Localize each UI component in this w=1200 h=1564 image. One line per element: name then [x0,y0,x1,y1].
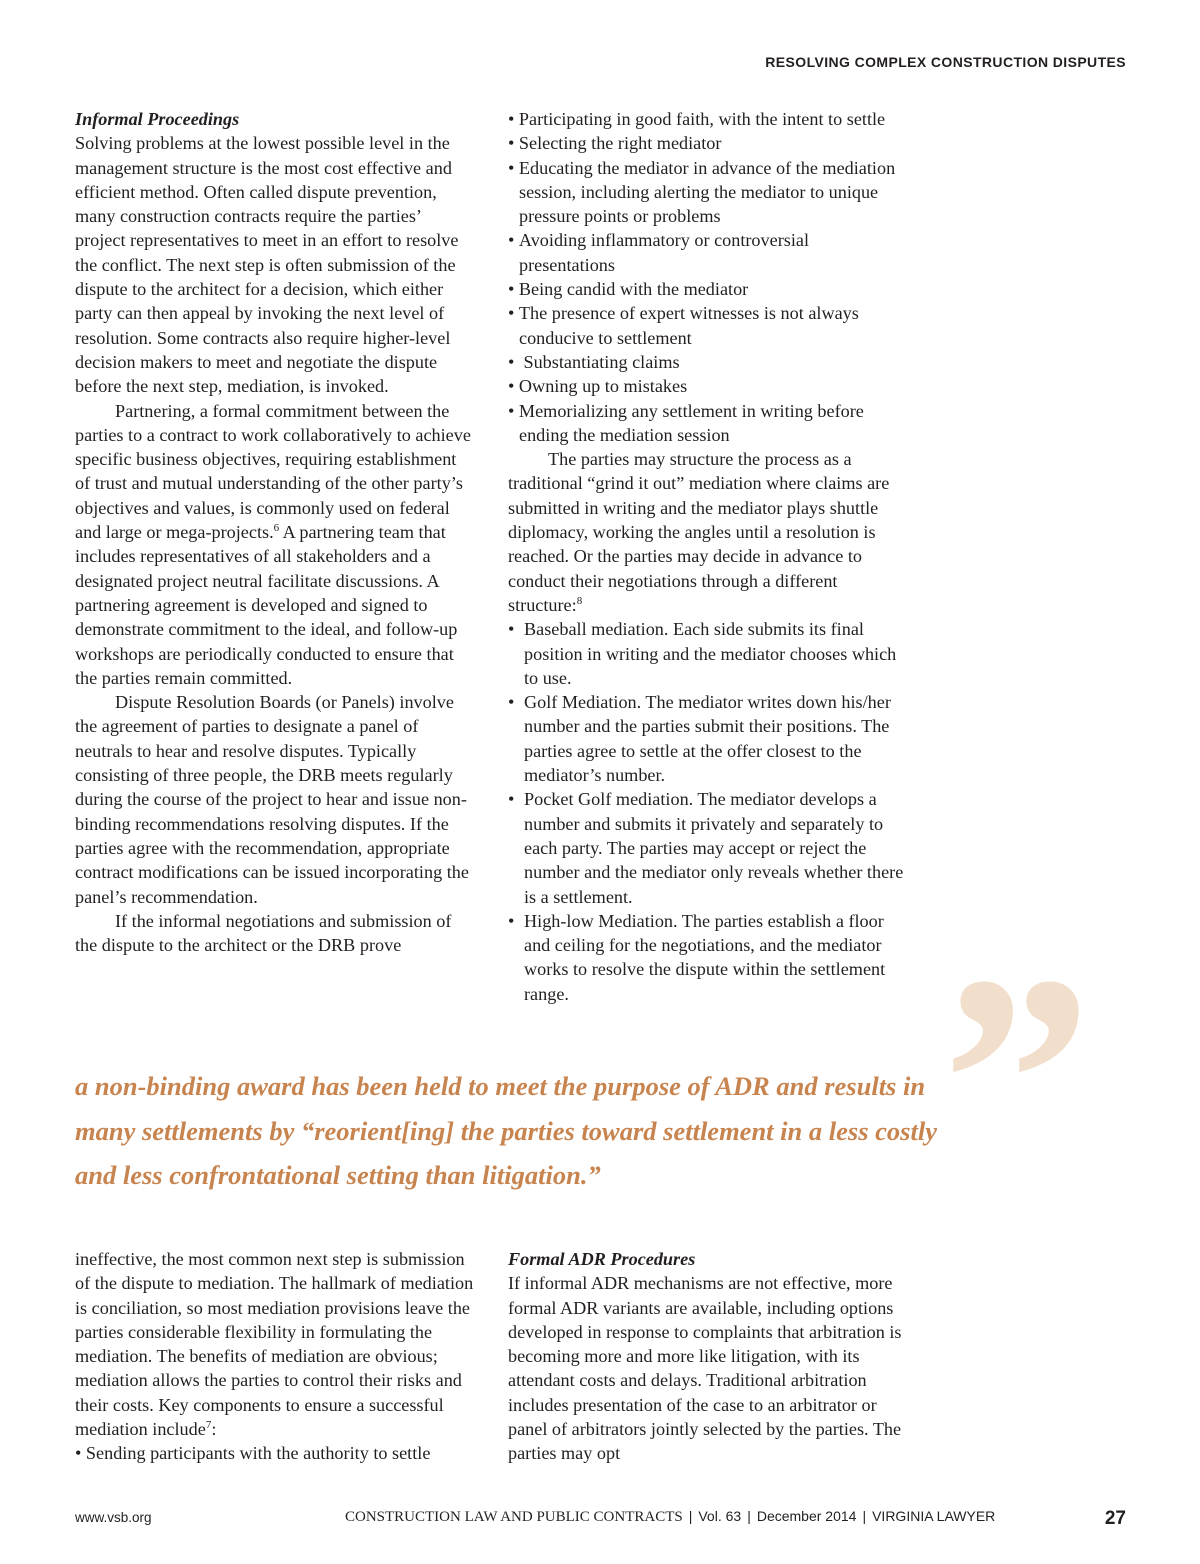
paragraph: Dispute Resolution Boards (or Panels) involve the agreement of parties to designate a panel of neutrals to hear and resolve disputes. Typically consisting of three people, the DRB meets regularly during the course of the project to hear and issue non-binding recommendations resolving disputes. If the parties agree with the recommendation, appropriate contract modifications can be issued incorporating the panel’s recommendation. [75,692,469,907]
footnote-ref: 7 [205,1419,212,1432]
paragraph: If informal ADR mechanisms are not effective, more formal ADR variants are available, including options developed in response to complaints that arbitration is becoming more and more like litigation, with its attendant costs and delays. Traditional arbitration includes presentation of the case to an arbitrator or panel of arbitrators jointly selected by the parties. The parties may opt [508,1273,902,1464]
paragraph-text: The parties may structure the process as a traditional “grind it out” mediation where claims are submitted in writing and the mediator plays shuttle diplomacy, working the angles until a resolution is reached. Or the parties may decide in advance to conduct their negotiations through a different structure: [508,449,890,615]
list-item: • Being candid with the mediator [508,277,908,301]
paragraph-text: ineffective, the most common next step is submission of the dispute to mediation. The hallmark of mediation is conciliation, so most mediation provisions leave the parties considerable flexibility in formulating the mediation. The benefits of mediation are obvious; mediation allows the parties to control their risks and their costs. Key components to ensure a successful mediation include [75,1249,474,1440]
pull-quote: a non-binding award has been held to meet the purpose of ADR and results in many settlements by “reorient[ing] the parties toward settlement in a less costly and less confrontational setting than litigation.” [75,1071,937,1190]
list-item: • Baseball mediation. Each side submits its final position in writing and the mediator chooses which to use. [508,617,908,690]
column-right-bottom [508,1247,908,1466]
list-item: • Avoiding inflammatory or controversial presentations [508,228,908,277]
section-heading-informal: Informal Proceedings [75,109,240,129]
paragraph-text: Partnering, a formal commitment between the parties to a contract to work collaboratively to achieve specific business objectives, requiring establishment of trust and mutual understanding of the other party’s objectives and values, is commonly used on federal and large or mega-projects. [75,400,471,543]
footer-separator: | [862,1508,867,1524]
paragraph-text: A partnering team that includes representatives of all stakeholders and a designated project neutral facilitate discussions. A partnering agreement is developed and signed to demonstrate commitment to the ideal, and follow-up workshops are periodically conducted to ensure that the parties remain committed. [75,522,458,688]
section-heading-formal: Formal ADR Procedures [508,1249,696,1269]
mediation-components-list [508,107,908,447]
paragraph [75,399,475,691]
column-right-top [508,107,908,1006]
list-item: • Owning up to mistakes [508,374,908,398]
footer-url: www.vsb.org [75,1510,152,1525]
mediation-types-list [508,617,908,1006]
footnote-ref: 6 [273,522,280,535]
paragraph-text: : [211,1419,217,1440]
footer-separator: | [747,1508,751,1524]
footer-separator: | [688,1508,693,1524]
list-item: • Memorializing any settlement in writing before ending the mediation session [508,399,908,448]
list-item: • Sending participants with the authority to settle [75,1441,475,1465]
paragraph: If the informal negotiations and submission of the dispute to the architect or the DRB prove [75,910,452,956]
list-item: • Educating the mediator in advance of the mediation session, including alerting the mediator to unique pressure points or problems [508,156,908,229]
footer-date: December 2014 [756,1508,857,1524]
column-left-bottom [75,1247,475,1466]
list-item: • Participating in good faith, with the intent to settle [508,107,908,131]
footer-citation [345,1508,995,1526]
footnote-ref: 8 [576,594,583,607]
list-item: • Selecting the right mediator [508,131,908,155]
quote-mark-icon: ” [942,914,1092,1246]
footer-journal: CONSTRUCTION LAW AND PUBLIC CONTRACTS [345,1509,683,1525]
list-item: • Golf Mediation. The mediator writes down his/her number and the parties submit their positions. The parties agree to settle at the offer closest to the mediator’s number. [508,690,908,787]
list-item: • The presence of expert witnesses is not always conducive to settlement [508,301,908,350]
page-number: 27 [1104,1508,1126,1529]
list-item: • High-low Mediation. The parties establish a floor and ceiling for the negotiations, and the mediator works to resolve the dispute within the settlement range. [508,909,908,1006]
footer-volume: Vol. 63 [698,1508,742,1524]
paragraph: Solving problems at the lowest possible level in the management structure is the most cost effective and efficient method. Often called dispute prevention, many construction contracts require the parties’ project representatives to meet in an effort to resolve the conflict. The next step is often submission of the dispute to the architect for a decision, which either party can then appeal by invoking the next level of resolution. Some contracts also require higher-level decision makers to meet and negotiate the dispute before the next step, mediation, is invoked. [75,133,459,397]
list-item: • Pocket Golf mediation. The mediator develops a number and submits it privately and separately to each party. The parties may accept or reject the number and the mediator only reveals whether there is a settlement. [508,787,908,908]
paragraph [508,447,908,617]
running-head: RESOLVING COMPLEX CONSTRUCTION DISPUTES [765,54,1126,70]
footer-publication: VIRGINIA LAWYER [872,1508,996,1524]
list-item: • Substantiating claims [508,350,908,374]
bullet-list [75,1441,475,1465]
column-left-top [75,107,475,957]
paragraph [75,1247,475,1441]
